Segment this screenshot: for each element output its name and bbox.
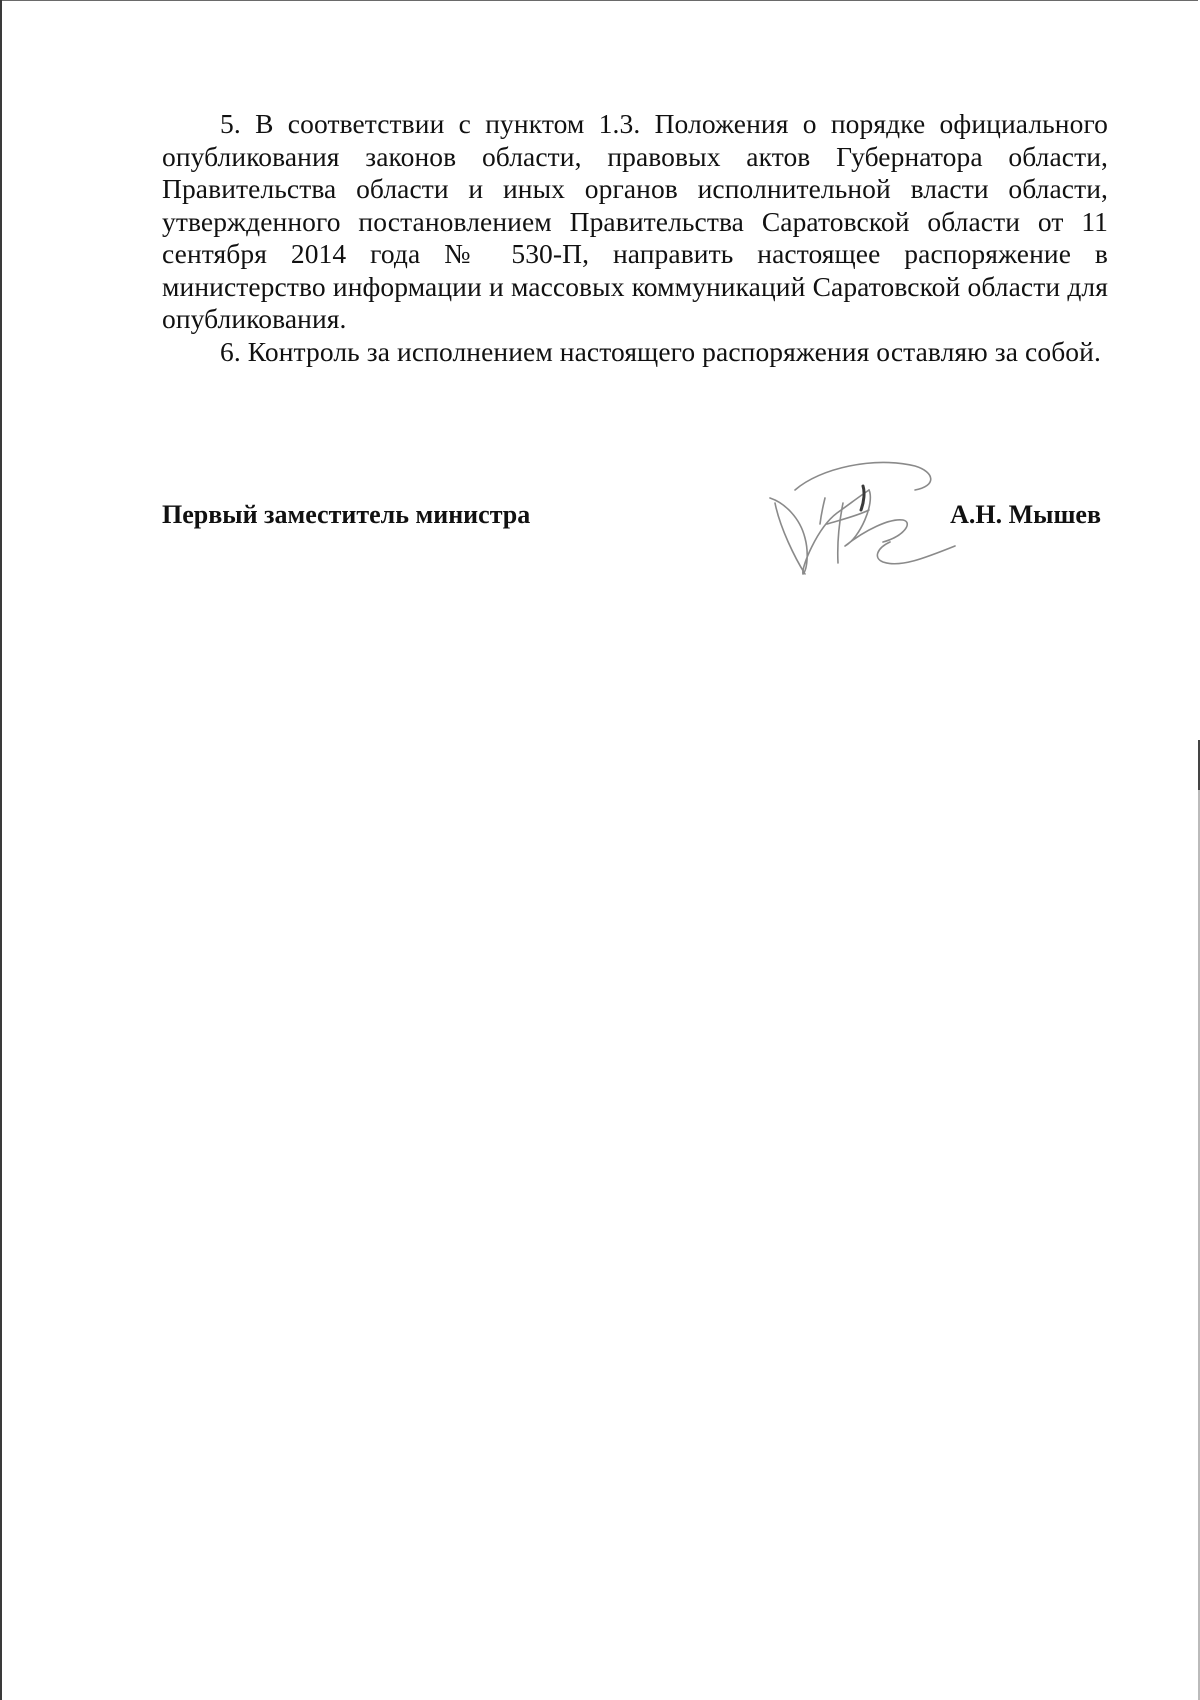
scan-edge-left bbox=[0, 0, 2, 1700]
signature-block bbox=[162, 500, 1108, 560]
document-body bbox=[162, 108, 1108, 368]
scan-edge-top bbox=[0, 0, 1200, 1]
handwritten-signature bbox=[765, 458, 965, 578]
paragraph-6: 6. Контроль за исполнением настоящего распоряжения оставляю за собой. bbox=[220, 335, 1101, 367]
signatory-position: Первый заместитель министра bbox=[162, 500, 531, 529]
signatory-name: А.Н. Мышев bbox=[950, 500, 1101, 529]
paragraph-5: 5. В соответствии с пунктом 1.3. Положения о порядке официального опубликования законов области, правовых актов Губернатора области, Правительства области и иных органов исполнительной власти области, утвержденного постановлением Правительства Саратовской области от 11 сентября 2014 года № 530-П, направить настоящее распоряжение в министерство информации и массовых коммуникаций Саратовской области для опубликования. bbox=[162, 108, 1108, 334]
